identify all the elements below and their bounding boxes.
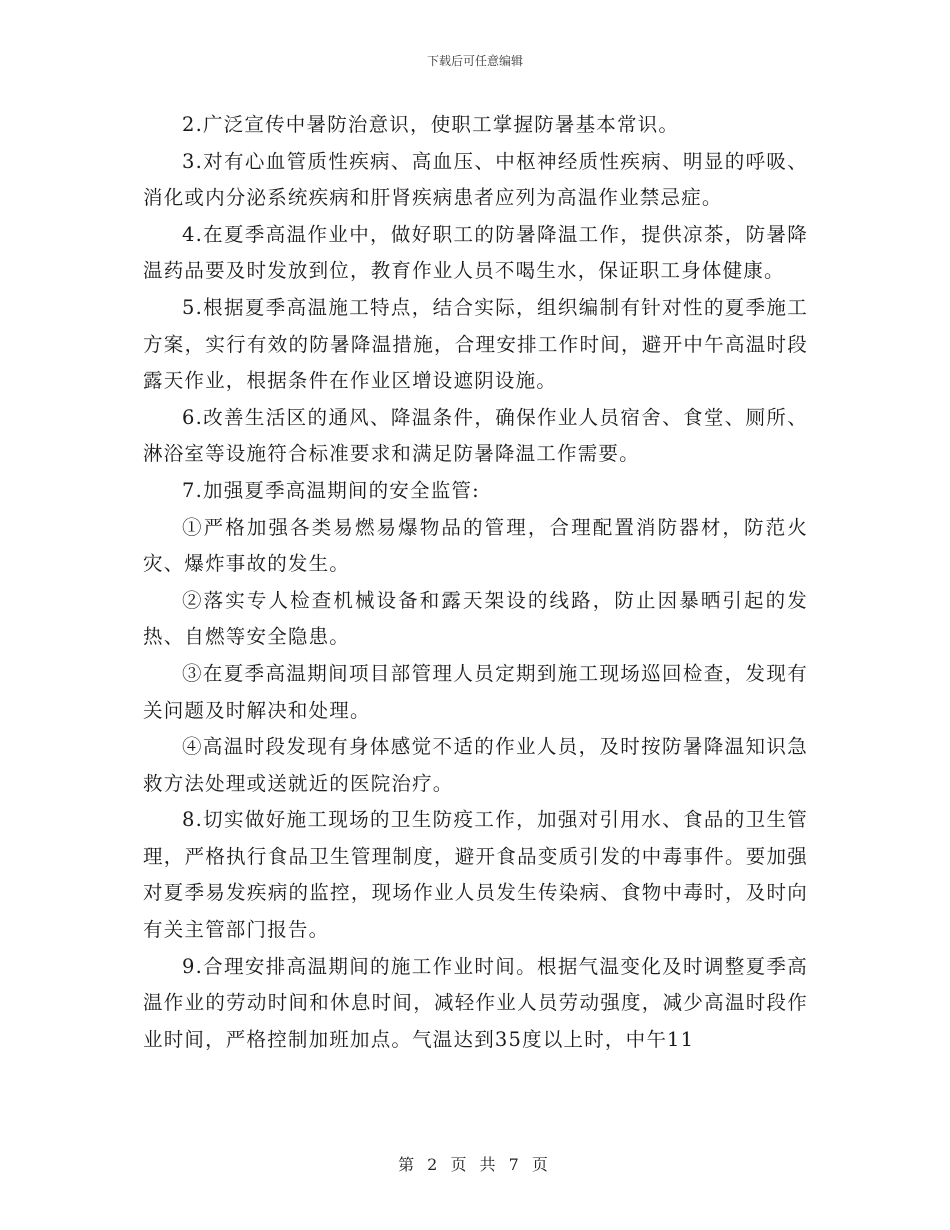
document-body xyxy=(143,107,808,1058)
paragraph-9: 9.合理安排高温期间的施工作业时间。根据气温变化及时调整夏季高温作业的劳动时间和休息时间，减轻作业人员劳动强度，减少高温时段作业时间，严格控制加班加点。气温达到35度以上时，中午11 xyxy=(143,954,808,1051)
page-header-note: 下载后可任意编辑 xyxy=(426,54,523,68)
paragraph-3: 3.对有心血管质性疾病、高血压、中枢神经质性疾病、明显的呼吸、消化或内分泌系统疾病和肝肾疾病患者应列为高温作业禁忌症。 xyxy=(143,149,808,210)
paragraph-8: 8.切实做好施工现场的卫生防疫工作，加强对引用水、食品的卫生管理，严格执行食品卫生管理制度，避开食品变质引发的中毒事件。要加强对夏季易发疾病的监控，现场作业人员发生传染病、食物中毒时，及时向有关主管部门报告。 xyxy=(143,808,808,942)
sub-item-2: ②落实专人检查机械设备和露天架设的线路，防止因暴晒引起的发热、自燃等安全隐患。 xyxy=(143,588,808,649)
paragraph-7: 7.加强夏季高温期间的安全监管: xyxy=(182,478,480,502)
sub-item-4: ④高温时段发现有身体感觉不适的作业人员，及时按防暑降温知识急救方法处理或送就近的医院治疗。 xyxy=(143,735,808,795)
paragraph-6: 6.改善生活区的通风、降温条件，确保作业人员宿舍、食堂、厕所、淋浴室等设施符合标准要求和满足防暑降温工作需要。 xyxy=(143,405,808,466)
paragraph-2: 2.广泛宣传中暑防治意识，使职工掌握防暑基本常识。 xyxy=(182,113,680,136)
paragraph-5: 5.根据夏季高温施工特点，结合实际，组织编制有针对性的夏季施工方案，实行有效的防暑降温措施，合理安排工作时间，避开中午高温时段露天作业，根据条件在作业区增设遮阴设施。 xyxy=(143,295,808,393)
paragraph-4: 4.在夏季高温作业中，做好职工的防暑降温工作，提供凉茶，防暑降温药品要及时发放到位，教育作业人员不喝生水，保证职工身体健康。 xyxy=(143,222,808,283)
page-number: 第 2 页 共 7 页 xyxy=(398,1155,552,1174)
sub-item-1: ①严格加强各类易燃易爆物品的管理，合理配置消防器材，防范火灾、爆炸事故的发生。 xyxy=(143,515,808,576)
sub-item-3: ③在夏季高温期间项目部管理人员定期到施工现场巡回检查，发现有关问题及时解决和处理。 xyxy=(143,661,808,722)
